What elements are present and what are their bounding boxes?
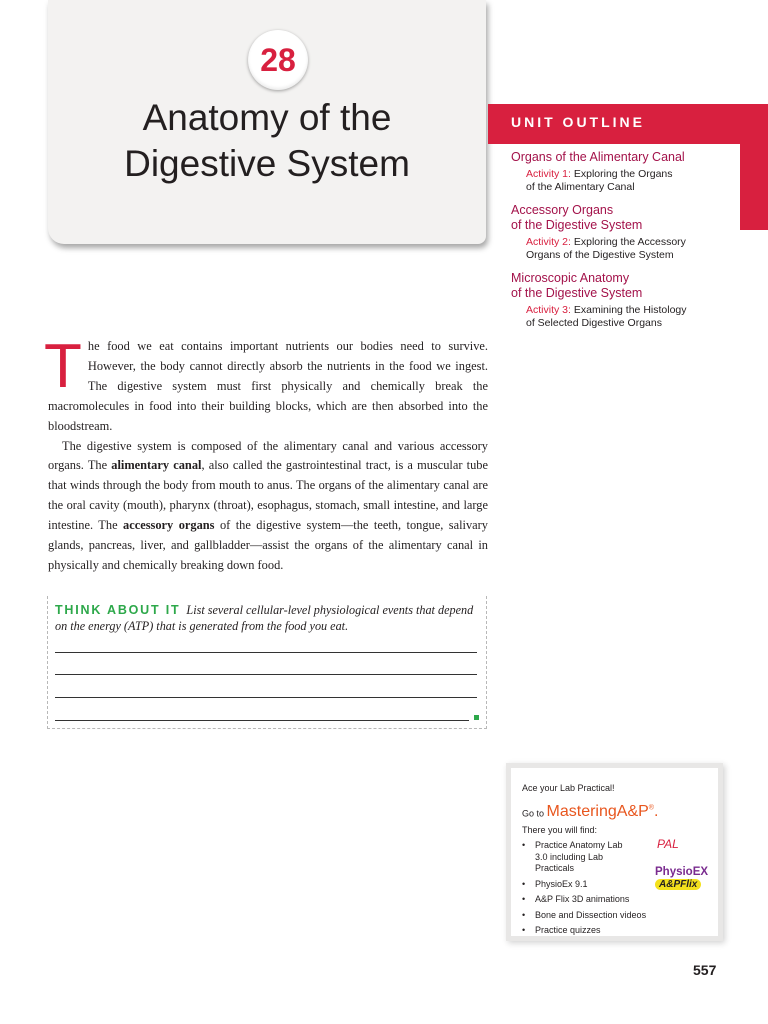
outline-section-title[interactable]: Organs of the Alimentary Canal [511, 150, 685, 164]
outline-section-title[interactable]: Microscopic Anatomy of the Digestive System [511, 271, 643, 300]
outline-activity-1[interactable]: Activity 1: Exploring the Organs of the Alimentary Canal [526, 168, 673, 193]
drop-cap: T [44, 332, 82, 401]
chapter-title-card [48, 0, 486, 244]
outline-section-microscopic [511, 271, 739, 329]
list-item: • PhysioEx 9.1 [522, 879, 710, 891]
mastering-logo[interactable]: MasteringA&P®. [546, 803, 659, 821]
chapter-number: 28 [260, 41, 296, 78]
think-about-it-label: THINK ABOUT IT [55, 603, 181, 617]
list-item: • A&P Flix 3D animations [522, 894, 710, 906]
physioex-logo-icon: PhysioEX [655, 866, 709, 878]
unit-outline-list [511, 150, 739, 339]
apflix-logo-icon: A&PFlix [655, 879, 701, 890]
chapter-number-badge [248, 30, 308, 90]
list-item: • Practice quizzes [522, 925, 710, 937]
outline-section-alimentary [511, 150, 739, 193]
lab-practical-box [511, 768, 718, 936]
chapter-title-line2: Digestive System [124, 143, 410, 184]
think-about-it-prompt: THINK ABOUT IT List several cellular-level physiological events that depend on the energy (ATP) that is generated from the food you eat. [55, 603, 474, 633]
outline-activity-2[interactable]: Activity 2: Exploring the Accessory Organs of the Digestive System [526, 236, 686, 261]
chapter-title [48, 95, 486, 187]
lab-practical-heading: Ace your Lab Practical! [522, 783, 615, 793]
intro-paragraph-1: The food we eat contains important nutrients our bodies need to survive. However, the body cannot directly absorb the nutrients in the food we ingest. The digestive system must first physically and chemically break the macromolecules in food into their building blocks, which are then absorbed into the bloodstream. [44, 332, 488, 433]
intro-paragraph-2: The digestive system is composed of the alimentary canal and various accessory organs. The alimentary canal, also called the gastrointestinal tract, is a muscular tube that winds through the body from mouth to anus. The organs of the alimentary canal are the oral cavity (mouth), pharynx (throat), esophagus, stomach, small intestine, and large intestine. The accessory organs of the digestive system—the teeth, tongue, salivary glands, pancreas, liver, and gallbladder—assist the organs of the alimentary canal in physically and chemically breaking down food. [48, 438, 488, 572]
think-about-it-box [47, 596, 487, 729]
page-number: 557 [693, 962, 717, 978]
term-accessory-organs: accessory organs [123, 518, 215, 533]
answer-line[interactable] [55, 697, 477, 698]
term-alimentary-canal: alimentary canal [111, 458, 202, 473]
list-item: • Practice Anatomy Lab 3.0 including Lab Practicals [522, 840, 635, 875]
answer-line[interactable] [55, 674, 477, 675]
outline-activity-3[interactable]: Activity 3: Examining the Histology of Selected Digestive Organs [526, 304, 687, 329]
answer-line[interactable] [55, 652, 477, 653]
unit-outline-heading: UNIT OUTLINE [511, 114, 645, 130]
mastering-link[interactable]: Go to MasteringA&P®. [522, 803, 659, 821]
lab-find-text: There you will find: [522, 825, 598, 836]
list-item: • Bone and Dissection videos [522, 910, 710, 922]
outline-section-accessory [511, 203, 739, 261]
answer-line[interactable] [55, 720, 469, 721]
pal-logo-icon: PAL [657, 837, 679, 851]
chapter-title-line1: Anatomy of the [142, 97, 392, 138]
unit-outline-banner-tail [740, 144, 768, 230]
end-mark-icon [474, 715, 479, 720]
outline-section-title[interactable]: Accessory Organs of the Digestive System [511, 203, 643, 232]
intro-body-text [44, 332, 488, 576]
